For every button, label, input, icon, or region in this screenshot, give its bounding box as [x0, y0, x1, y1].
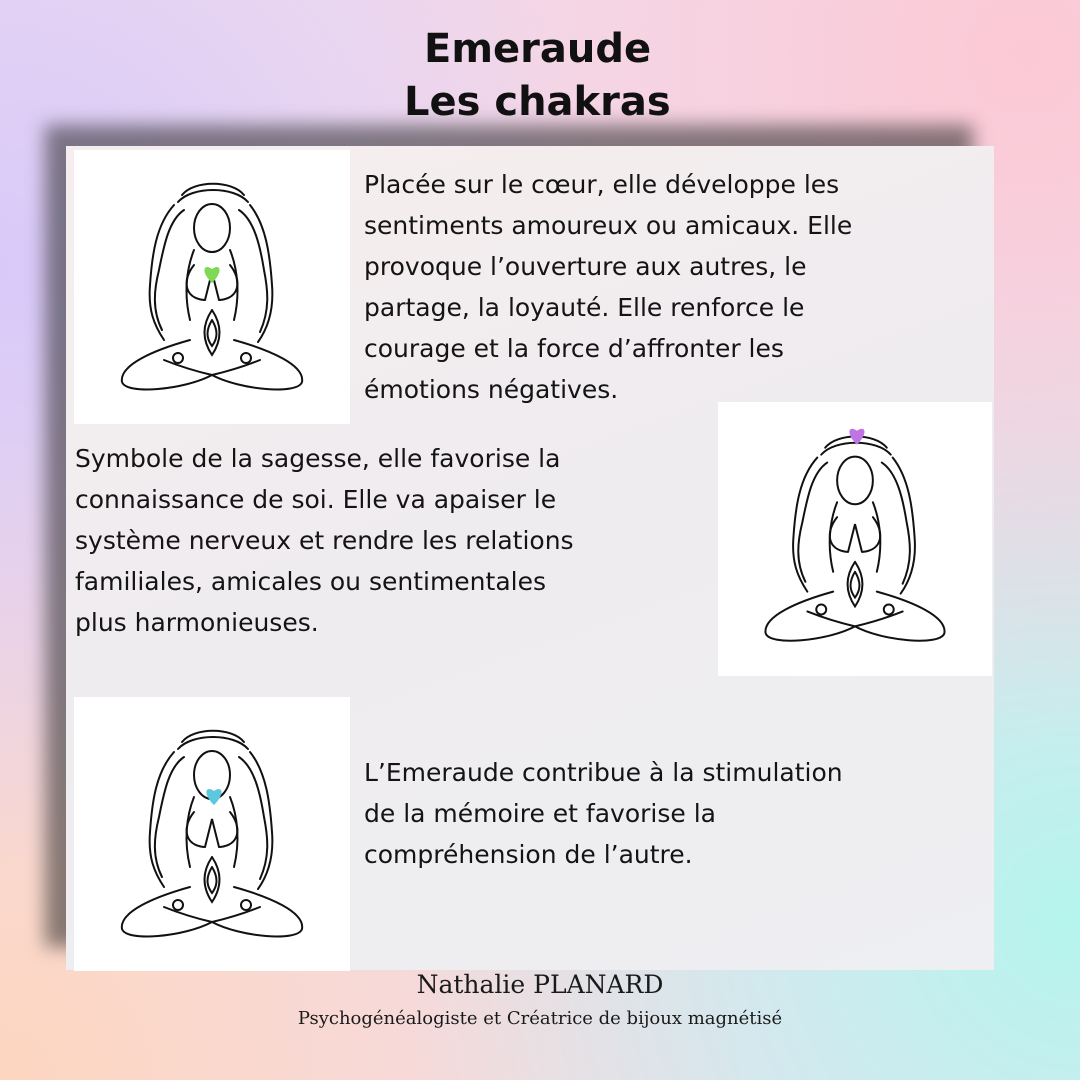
- meditating-woman-throat-chakra-icon: [74, 697, 350, 971]
- throat-chakra-illustration: [74, 697, 350, 971]
- heart-chakra-description: Placée sur le cœur, elle développe les sentiments amoureux ou amicaux. Elle provoque l’ouverture aux autres, le partage, la loyauté. Elle renforce le courage et la force d’affronter les émotions négatives.: [364, 170, 853, 404]
- throat-chakra-description: L’Emeraude contribue à la stimulation de la mémoire et favorise la compréhension de l’autre.: [364, 758, 843, 869]
- crown-chakra-description: Symbole de la sagesse, elle favorise la connaissance de soi. Elle va apaiser le système nerveux et rendre les relations familiales, amicales ou sentimentales plus harmonieuses.: [75, 444, 574, 637]
- author-name: Nathalie PLANARD: [416, 970, 664, 999]
- title-line-1: Emeraude: [424, 26, 652, 72]
- crown-chakra-illustration: [718, 402, 992, 676]
- title-line-2: Les chakras: [404, 79, 671, 125]
- meditating-woman-crown-chakra-icon: [718, 402, 992, 676]
- author-subtitle: Psychogénéalogiste et Créatrice de bijoux magnétisé: [297, 1008, 783, 1029]
- meditating-woman-heart-chakra-icon: [74, 150, 350, 424]
- heart-chakra-illustration: [74, 150, 350, 424]
